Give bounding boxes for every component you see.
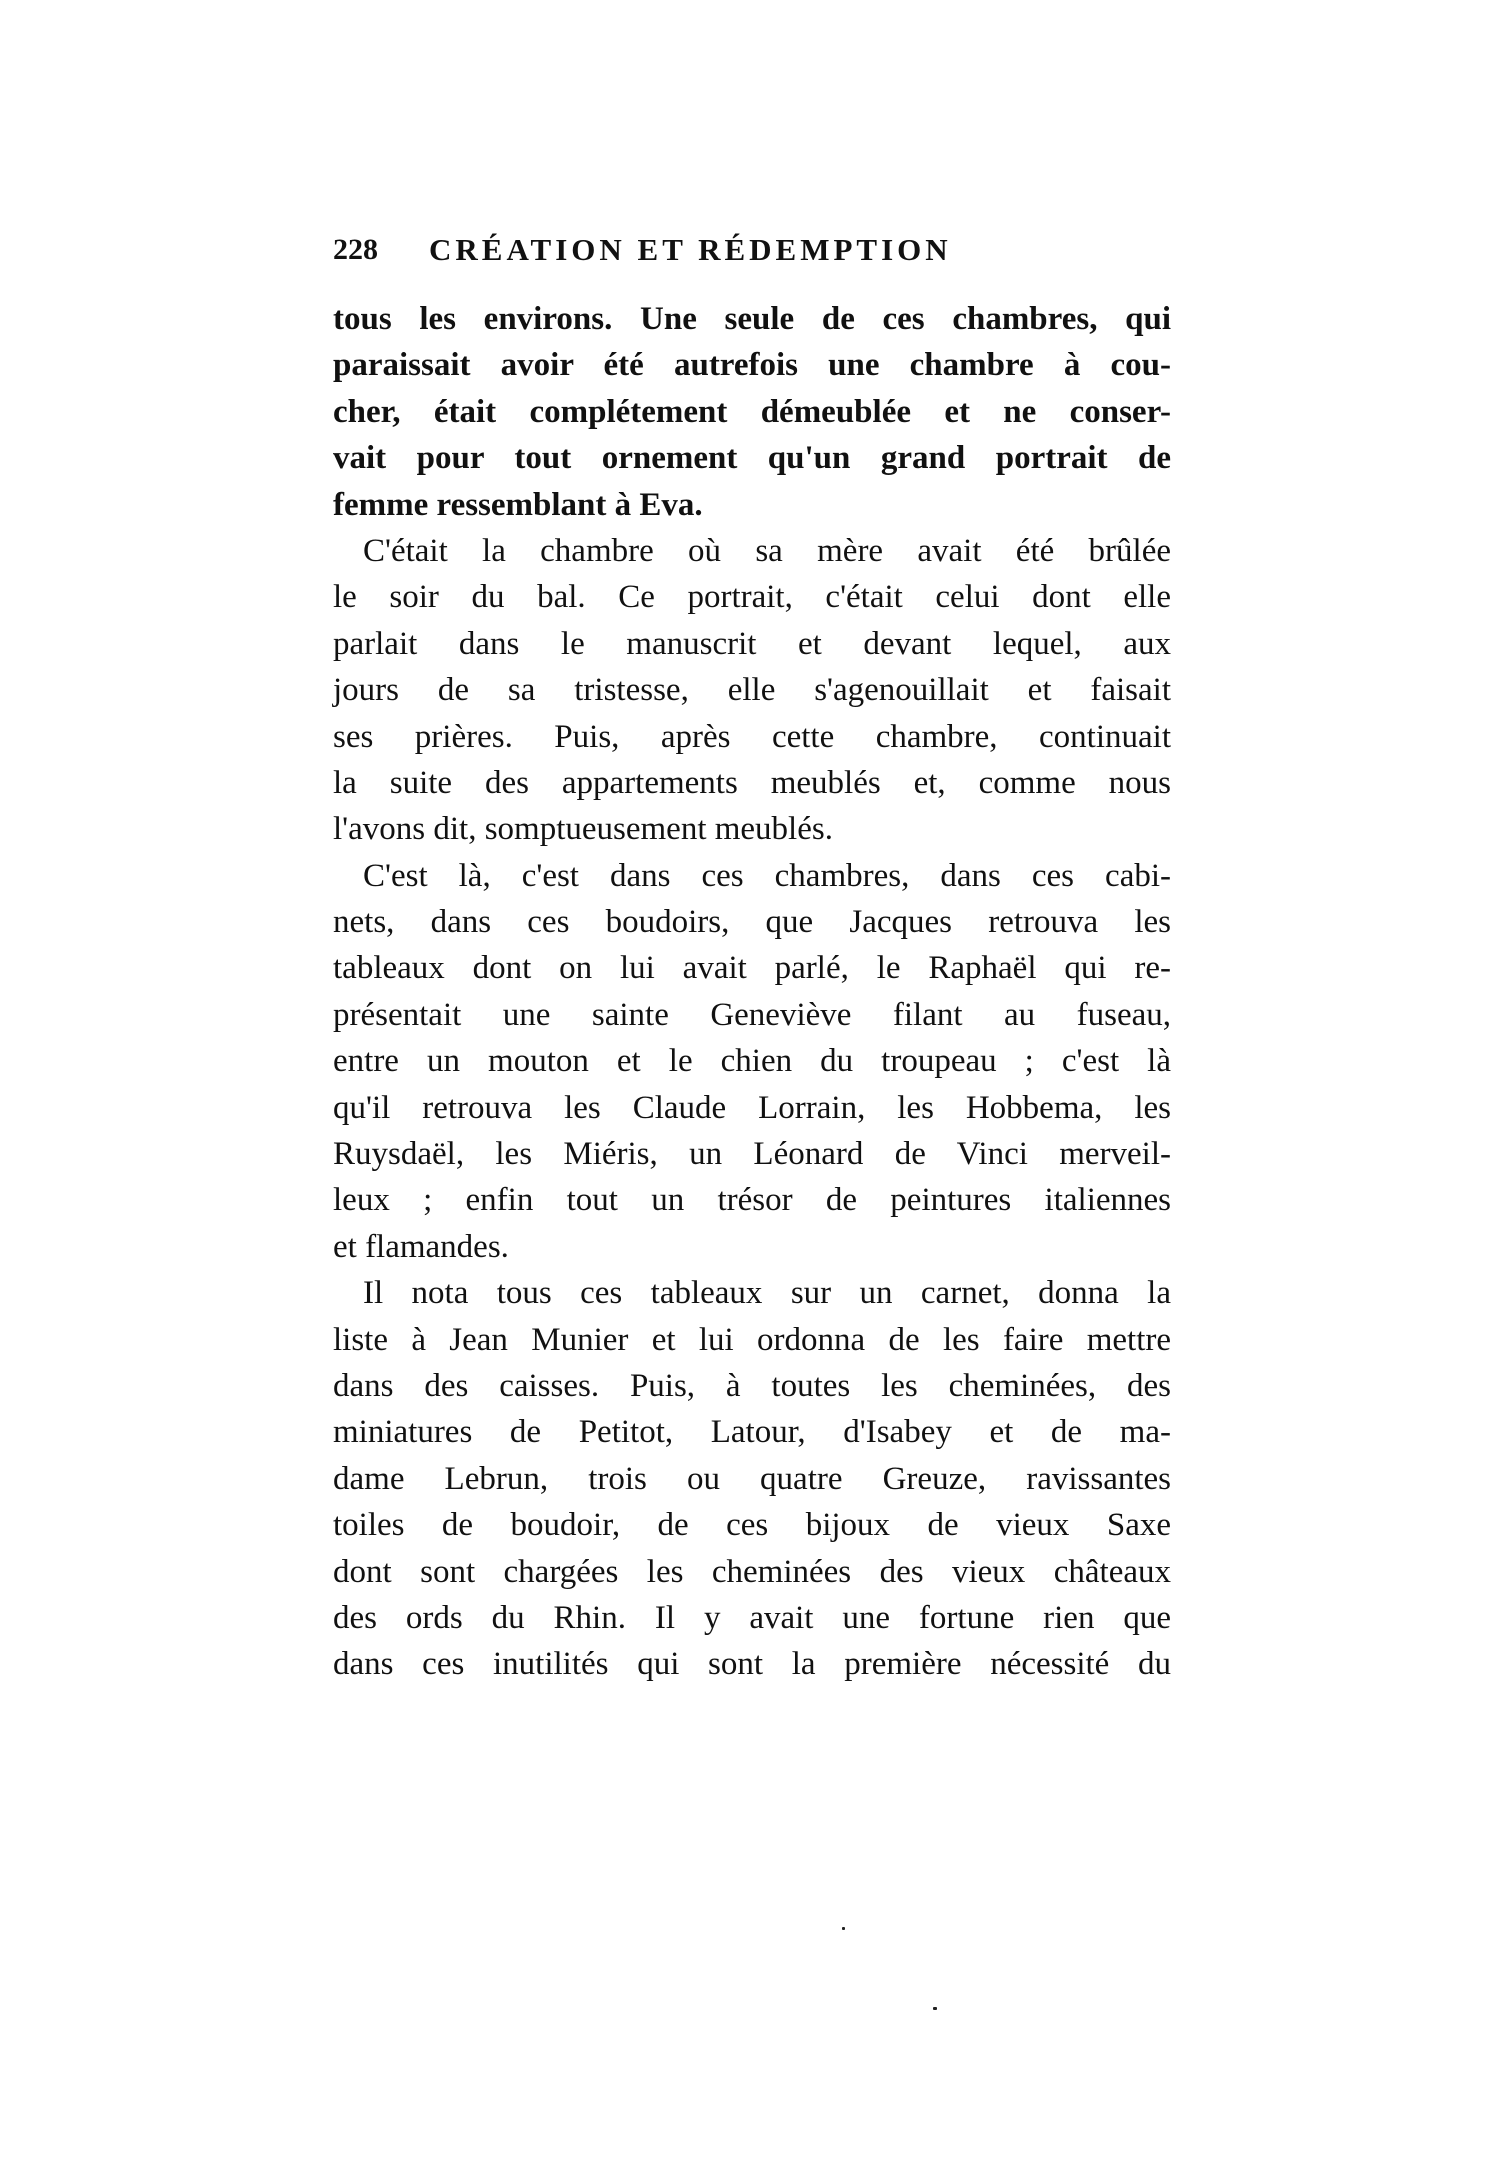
text-line: nets, dans ces boudoirs, que Jacques retrouva les <box>333 904 1171 941</box>
text-line: femme ressemblant à Eva. <box>333 486 703 523</box>
text-line: tous les environs. Une seule de ces chambres, qui <box>333 301 1171 337</box>
text-line: paraissait avoir été autrefois une chambre à cou- <box>333 347 1171 384</box>
text-line: Ruysdaël, les Miéris, un Léonard de Vinci merveil- <box>333 1136 1171 1173</box>
text-line: dont sont chargées les cheminées des vieux châteaux <box>333 1553 1171 1590</box>
text-line: dame Lebrun, trois ou quatre Greuze, ravissantes <box>333 1460 1171 1497</box>
text-line: l'avons dit, somptueusement meublés. <box>333 811 833 848</box>
body-text <box>333 296 1171 1688</box>
text-line: entre un mouton et le chien du troupeau ; c'est là <box>333 1043 1171 1080</box>
text-line: toiles de boudoir, de ces bijoux de vieux Saxe <box>333 1507 1171 1544</box>
text-line: C'était la chambre où sa mère avait été brûlée <box>363 532 1171 569</box>
text-line: présentait une sainte Geneviève filant au fuseau, <box>333 996 1171 1033</box>
text-line: liste à Jean Munier et lui ordonna de les faire mettre <box>333 1321 1171 1358</box>
text-line: leux ; enfin tout un trésor de peintures italiennes <box>333 1182 1171 1219</box>
text-line: vait pour tout ornement qu'un grand portrait de <box>333 440 1171 477</box>
text-line: parlait dans le manuscrit et devant lequel, aux <box>333 625 1171 662</box>
text-line: des ords du Rhin. Il y avait une fortune rien que <box>333 1599 1171 1636</box>
text-line: le soir du bal. Ce portrait, c'était celui dont elle <box>333 579 1171 616</box>
scan-speck <box>842 1927 845 1930</box>
text-line: dans ces inutilités qui sont la première nécessité du <box>333 1646 1171 1683</box>
running-head <box>333 228 1173 272</box>
text-line: qu'il retrouva les Claude Lorrain, les Hobbema, les <box>333 1089 1171 1126</box>
text-line: ses prières. Puis, après cette chambre, continuait <box>333 718 1171 755</box>
text-line: C'est là, c'est dans ces chambres, dans ces cabi- <box>363 857 1171 894</box>
page-number: 228 <box>333 233 378 266</box>
scan-speck <box>933 2007 937 2010</box>
text-line: la suite des appartements meublés et, comme nous <box>333 764 1171 801</box>
text-line: jours de sa tristesse, elle s'agenouillait et faisait <box>333 672 1171 709</box>
text-line: miniatures de Petitot, Latour, d'Isabey et de ma- <box>333 1414 1171 1451</box>
text-line: tableaux dont on lui avait parlé, le Raphaël qui re- <box>333 950 1171 987</box>
text-line: Il nota tous ces tableaux sur un carnet, donna la <box>363 1275 1171 1312</box>
text-line: dans des caisses. Puis, à toutes les cheminées, des <box>333 1367 1171 1404</box>
text-line: cher, était complétement démeublée et ne conser- <box>333 393 1171 430</box>
text-line: et flamandes. <box>333 1228 509 1265</box>
running-title: CRÉATION ET RÉDEMPTION <box>429 232 952 267</box>
